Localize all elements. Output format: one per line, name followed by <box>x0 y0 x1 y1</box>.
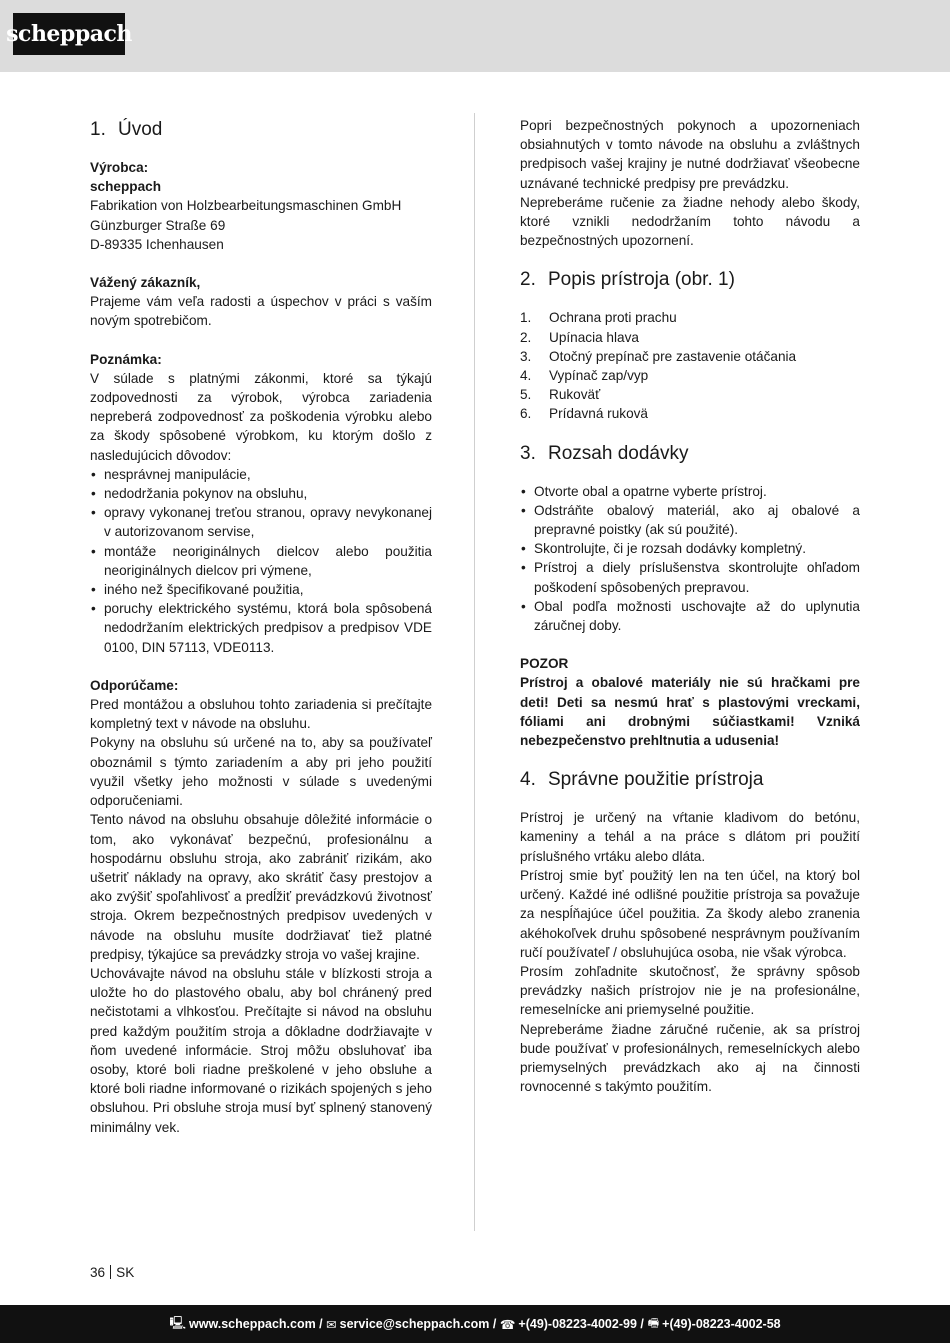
list-item: • montáže neoriginálnych dielcov alebo použitia neoriginálnych dielcov pri výmene, <box>90 542 432 580</box>
footer-fax: +(49)-08223-4002-58 <box>662 1317 781 1331</box>
list-item: • Skontrolujte, či je rozsah dodávky kompletný. <box>520 539 860 558</box>
email-icon: ✉ <box>326 1317 337 1332</box>
paragraph: Nepreberáme žiadne záručné ručenie, ak sa prístroj bude používať v profesionálnych, remeselníckych alebo priemyselných prevádzkach ako aj na činnosti rovnocenné s takýmto použitím. <box>520 1021 860 1095</box>
list-item: • poruchy elektrického systému, ktorá bola spôsobená nedodržaním elektrických predpisov a predpisov VDE 0100, DIN 57113, VDE0113. <box>90 599 432 657</box>
warning-label: POZOR <box>520 656 569 672</box>
section-3-heading: 3. Rozsah dodávky <box>520 442 689 464</box>
paragraph: Nepreberáme ručenie za žiadne nehody alebo škody, ktoré vznikli nedodržaním tohto návodu a bezpečnostných upozornení. <box>520 194 860 249</box>
fax-icon: 🖷 <box>647 1315 660 1330</box>
list-item: • Obal podľa možnosti uschovajte až do uplynutia záručnej doby. <box>520 597 860 635</box>
paragraph: Pokyny na obsluhu sú určené na to, aby sa používateľ oboznámil s týmto zariadením a aby pri jeho použití využil všetky jeho možnosti v súlade s uvedenými odporučeniami. <box>90 735 432 809</box>
phone-icon: ☎ <box>499 1317 516 1332</box>
section-1-heading: 1. Úvod <box>90 119 163 140</box>
list-item: • nedodržania pokynov na obsluhu, <box>90 484 432 503</box>
footer-bar <box>0 1305 950 1343</box>
note-label: Poznámka: <box>90 351 162 367</box>
note-text: V súlade s platnými zákonmi, ktoré sa týkajú zodpovednosti za výrobok, výrobca zariadenia nepreberá zodpovednosť za poškodenia výrobku alebo za škody spôsobené výrobkom, ku ktorým došlo z nasledujúcich dôvodov: <box>90 370 432 463</box>
list-item: 2. Upínacia hlava <box>520 329 639 345</box>
footer-email-link[interactable]: service@scheppach.com / <box>339 1317 497 1331</box>
page-number: 36 SK <box>90 1265 135 1280</box>
footer-phone: +(49)-08223-4002-99 / <box>518 1317 644 1331</box>
list-item: • opravy vykonanej treťou stranou, opravy nevykonanej v autorizovanom servise, <box>90 503 432 541</box>
paragraph: Uchovávajte návod na obsluhu stále v blízkosti stroja a uložte ho do plastového obalu, aby bol chránený pred nečistotami a vlhkosťou. Prečítajte si návod na obsluhu pred každým použitím stroja a dôkladne dodržiavajte v ňom uvedené informácie. Stroj môžu obsluhovať iba osoby, ktoré boli riadne preškolené v jeho obsluhe a ktoré boli riadne informované o rizikách spojených s jeho obsluhou. Pri obsluhe stroja musí byť splnený stanovený minimálny vek. <box>90 965 432 1135</box>
recommend-label: Odporúčame: <box>90 677 179 693</box>
header-bar <box>0 0 950 72</box>
manufacturer-address-line: Günzburger Straße 69 <box>90 217 226 233</box>
paragraph: Pred montážou a obsluhou tohto zariadenia si prečítajte kompletný text v návode na obsluhu. <box>90 697 432 732</box>
section-2-heading: 2. Popis prístroja (obr. 1) <box>520 269 735 291</box>
manufacturer-address-line: Fabrikation von Holzbearbeitungsmaschinen GmbH <box>90 198 402 214</box>
list-item: 5. Rukoväť <box>520 387 601 403</box>
warning-text: Prístroj a obalové materiály nie sú hračkami pre deti! Deti sa nesmú hrať s plastovými vreckami, fóliami ani drobnými súčiastkami! Vzniká nebezpečenstvo prehltnutia a udusenia! <box>520 675 860 749</box>
paragraph: Prístroj smie byť použitý len na ten účel, na ktorý bol určený. Každé iné odlišné použitie prístroja sa považuje za nespĺňajúce účel použitia. Za škody alebo zranenia akéhokoľvek druhu spôsobené nesprávnym používaním ručí používateľ / obsluhujúca osoba, nie však výrobca. <box>520 867 860 960</box>
list-item: • iného než špecifikované použitia, <box>90 580 432 599</box>
paragraph: Popri bezpečnostných pokynoch a upozorneniach obsiahnutých v tomto návode na obsluhu a zvláštnych predpisoch vašej krajiny je nutné dodržiavať všeobecne uznávané technické predpisy pre prevádzku. <box>520 118 860 191</box>
paragraph: Tento návod na obsluhu obsahuje dôležité informácie o tom, ako vykonávať bezpečnú, profesionálnu a hospodárnu obsluhu stroja, ako zabrániť rizikám, ako ušetriť náklady na opravy, ako skrátiť časy prestojov a ako zvýšiť spoľahlivosť a predĺžiť prevádzkovú životnosť stroja. Okrem bezpečnostných predpisov uvedených v návode na obsluhu musíte dodržiavať tiež platné predpisy, týkajúce sa prevádzky stroja vo vašej krajine. <box>90 812 432 962</box>
paragraph: Prosím zohľadnite skutočnosť, že správny spôsob prevádzky našich prístrojov nie je na profesionálne, remeselnícke ani priemyselné použitie. <box>520 963 860 1018</box>
footer-web-link[interactable]: www.scheppach.com / <box>189 1317 323 1331</box>
scheppach-logo: scheppach <box>13 13 125 55</box>
manufacturer-address-line: D-89335 Ichenhausen <box>90 236 224 252</box>
list-item: • nesprávnej manipulácie, <box>90 465 432 484</box>
list-item: 1. Ochrana proti prachu <box>520 310 677 326</box>
note-bullet-list <box>90 465 432 657</box>
computer-icon: 🖳 <box>169 1315 187 1330</box>
manufacturer-label: Výrobca: <box>90 160 149 175</box>
parts-list <box>520 308 860 423</box>
paragraph: Prístroj je určený na vŕtanie kladivom do betónu, kameniny a tehál a na práce s dlátom pri použití príslušného vrtáku alebo dláta. <box>520 810 860 864</box>
list-item: • Odstráňte obalový materiál, ako aj obalové a prepravné poistky (ak sú použité). <box>520 501 860 539</box>
list-item: 6. Prídavná rukovä <box>520 406 648 422</box>
manufacturer-name: scheppach <box>90 179 162 195</box>
list-item: • Otvorte obal a opatrne vyberte prístroj. <box>520 482 860 501</box>
column-divider <box>474 113 475 1231</box>
list-item: • Prístroj a diely príslušenstva skontrolujte ohľadom poškodení spôsobených prepravou. <box>520 558 860 596</box>
list-item: 3. Otočný prepínač pre zastavenie otáčania <box>520 348 797 364</box>
right-column <box>520 116 860 1096</box>
customer-text: Prajeme vám veľa radosti a úspechov v práci s vaším novým spotrebičom. <box>90 294 432 329</box>
left-column <box>90 116 432 1137</box>
delivery-bullet-list <box>520 482 860 636</box>
customer-label: Vážený zákazník, <box>90 275 201 291</box>
list-item: 4. Vypínač zap/vyp <box>520 368 649 384</box>
section-4-heading: 4. Správne použitie prístroja <box>520 769 764 791</box>
